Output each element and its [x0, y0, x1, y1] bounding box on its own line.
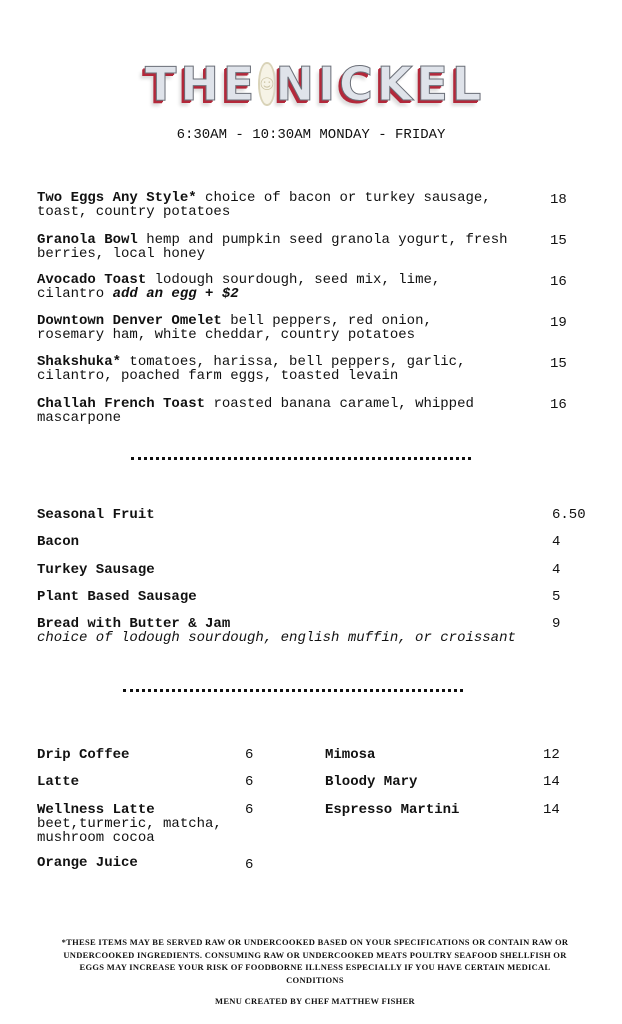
menu-item: Shakshuka* tomatoes, harissa, bell peppers, garlic, cilantro, poached farm eggs, toasted levain	[37, 354, 466, 384]
menu-item: Plant Based Sausage	[37, 589, 197, 605]
price: 6.50	[552, 507, 586, 523]
menu-item: Downtown Denver Omelet bell peppers, red onion, rosemary ham, white cheddar, country potatoes	[37, 313, 432, 343]
chef-credit: MENU CREATED BY CHEF MATTHEW FISHER	[215, 996, 415, 1006]
price: 18	[550, 192, 567, 208]
menu-item: Avocado Toast lodough sourdough, seed mix, lime, cilantro add an egg + $2	[37, 272, 441, 302]
nickel-coin-icon: ☺	[258, 62, 275, 106]
divider	[123, 689, 463, 692]
menu-item: Seasonal Fruit	[37, 507, 155, 523]
price: 4	[552, 562, 561, 578]
menu-item: Orange Juice	[37, 855, 138, 871]
price: 6	[245, 857, 254, 873]
price: 6	[245, 802, 254, 818]
price: 4	[552, 534, 561, 550]
hours: 6:30AM - 10:30AM MONDAY - FRIDAY	[176, 127, 446, 143]
menu-item: Latte	[37, 774, 80, 790]
price: 19	[550, 315, 567, 331]
logo-text-nickel: NICKEL	[275, 57, 486, 111]
price: 16	[550, 397, 567, 413]
menu-item: Espresso Martini	[325, 802, 460, 818]
price: 16	[550, 274, 567, 290]
menu-item: Two Eggs Any Style* choice of bacon or turkey sausage, toast, country potatoes	[37, 190, 491, 220]
menu-item: Wellness Latte beet,turmeric, matcha, mushroom cocoa	[37, 802, 222, 846]
menu-item: Granola Bowl hemp and pumpkin seed granola yogurt, fresh berries, local honey	[37, 232, 508, 262]
menu-item: Bread with Butter & Jam choice of lodough sourdough, english muffin, or croissant	[37, 616, 516, 646]
menu-item: Mimosa	[325, 747, 376, 763]
price: 9	[552, 616, 561, 632]
logo	[145, 57, 486, 111]
price: 6	[245, 774, 254, 790]
price: 15	[550, 233, 567, 249]
menu-item: Bacon	[37, 534, 80, 550]
price: 14	[543, 774, 560, 790]
menu-item: Bloody Mary	[325, 774, 418, 790]
logo-text-the: THE	[145, 57, 259, 111]
menu-item: Turkey Sausage	[37, 562, 155, 578]
menu-item: Challah French Toast roasted banana caramel, whipped mascarpone	[37, 396, 474, 426]
price: 5	[552, 589, 561, 605]
price: 15	[550, 356, 567, 372]
menu-item: Drip Coffee	[37, 747, 130, 763]
price: 14	[543, 802, 560, 818]
price: 12	[543, 747, 560, 763]
price: 6	[245, 747, 254, 763]
disclaimer: *THESE ITEMS MAY BE SERVED RAW OR UNDERCOOKED BASED ON YOUR SPECIFICATIONS OR CONTAIN RAW OR UNDERCOOKED INGREDIENTS. CONSUMING RAW OR UNDERCOOKED MEATS POULTRY SEAFOOD SHELLFISH OR EGGS MAY INCREASE YOUR RISK OF FOODBORNE ILLNESS ESPECIALLY IF YOU HAVE CERTAIN MEDICAL CONDITIONS	[61, 937, 569, 985]
divider	[131, 457, 471, 460]
